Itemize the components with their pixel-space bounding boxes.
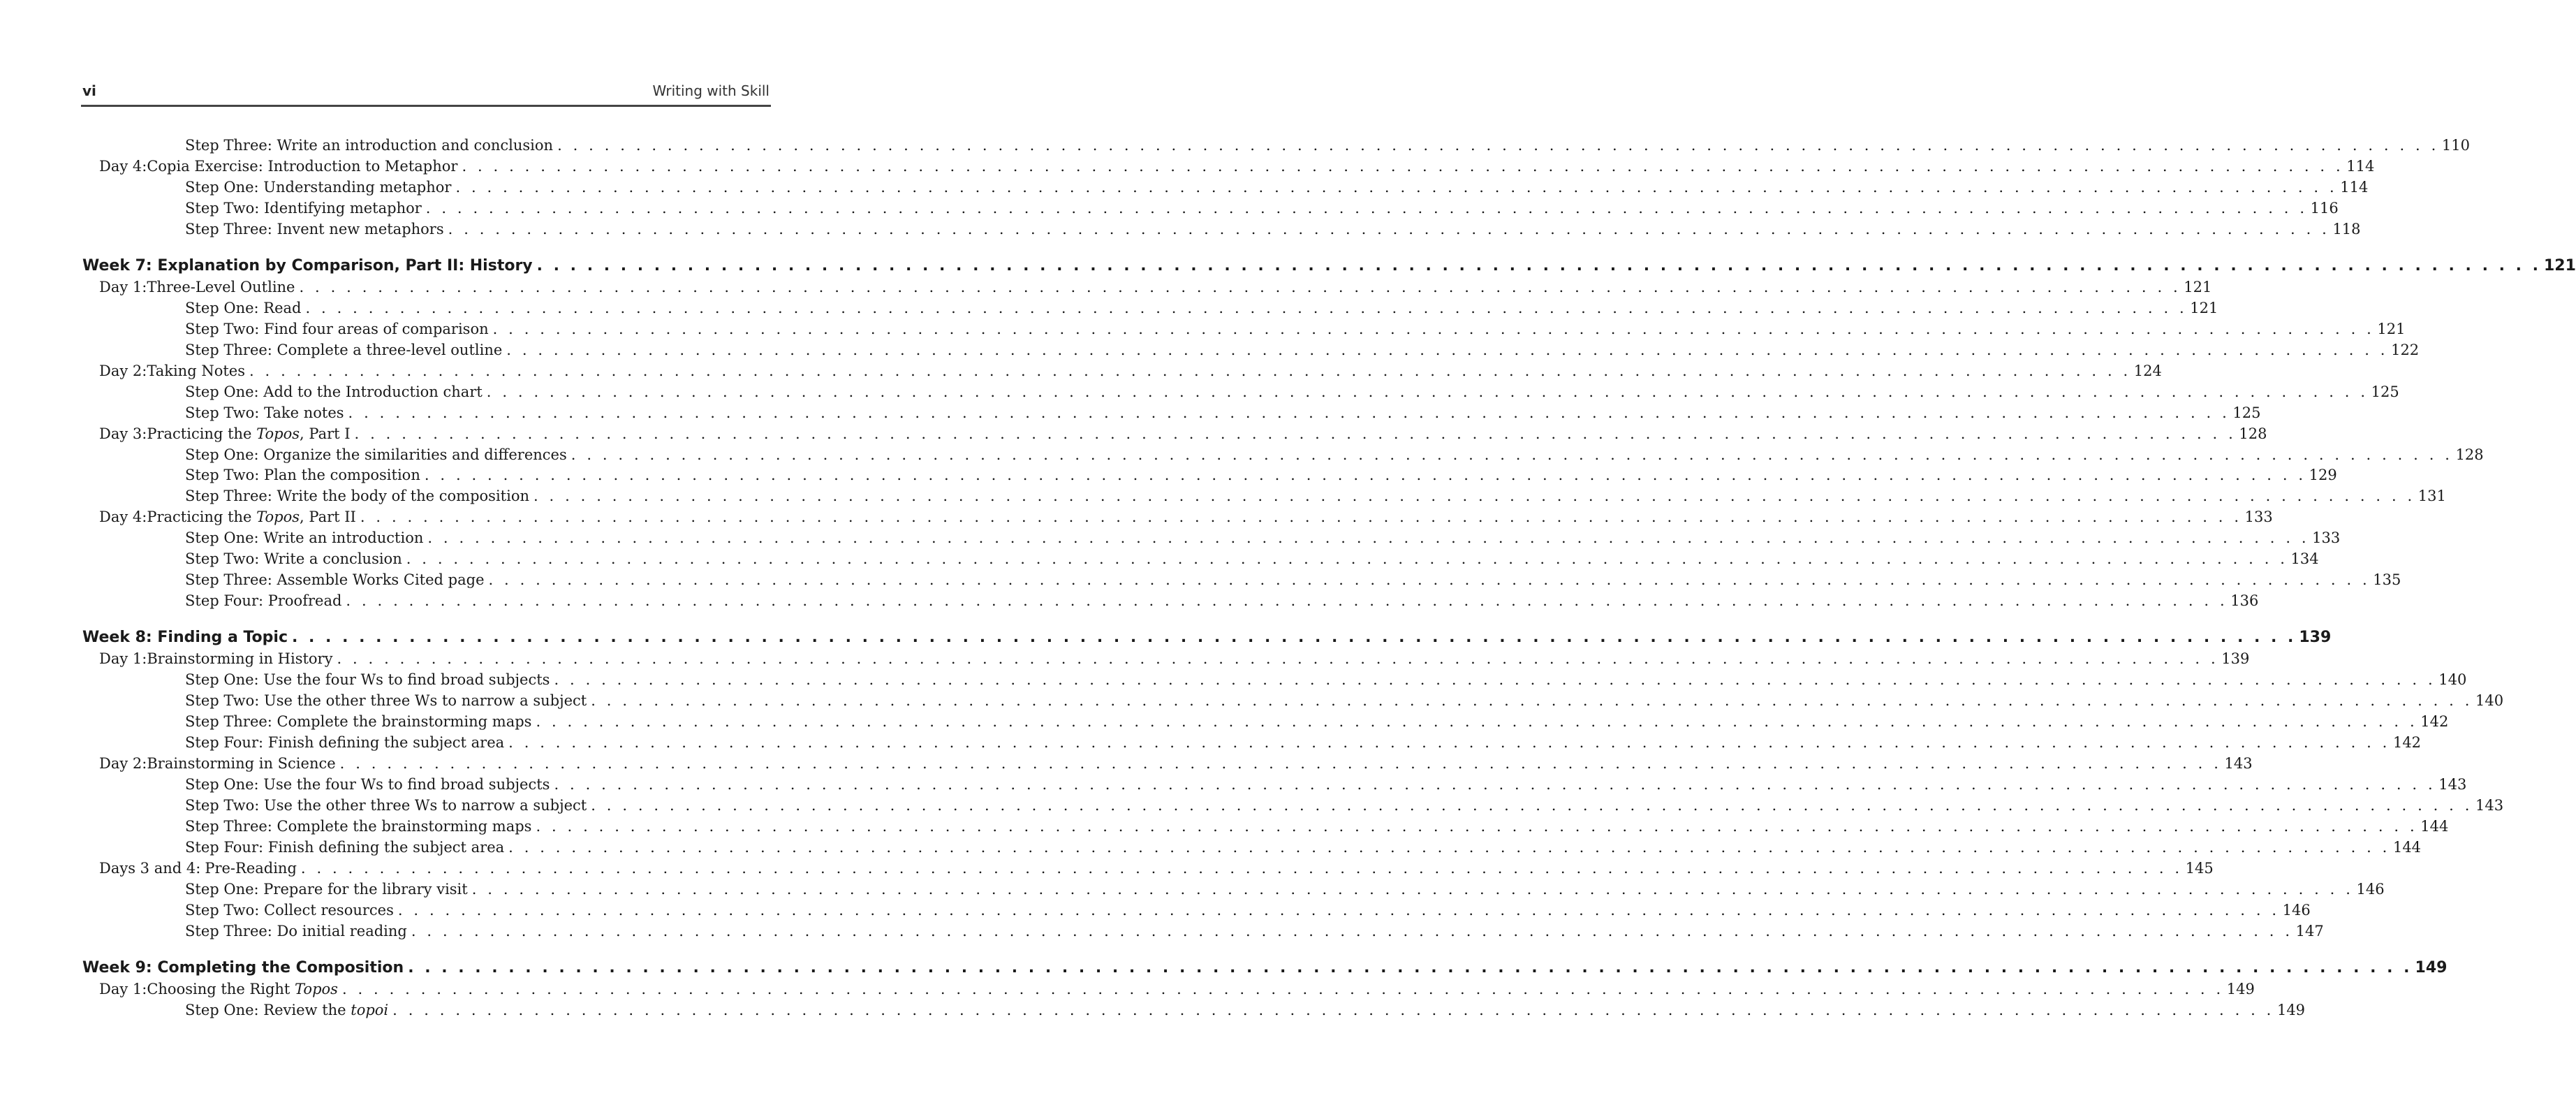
- title-part: , Part II: [300, 509, 356, 525]
- toc-page-number: 139: [2221, 650, 2250, 667]
- toc-step-entry: [185, 179, 2369, 196]
- leader-dots: . . . . . . . . . . . . . . . . . . . . . . . . . . . . . . . . . . . . . . . . . . . . . . . . . . . . . . . . . . . . . . . . . . . . . . . . . . . . . . . . . . . . . . . . . . . . . . . . . . . . . . . . . . . . . . . . . . . . . . . .: [455, 179, 2338, 196]
- leader-dots: . . . . . . . . . . . . . . . . . . . . . . . . . . . . . . . . . . . . . . . . . . . . . . . . . . . . . . . . . . . . . . . . . . . . . . . . . . . . . . . . . . . . . . . . . . . . . . . . . . . . . . . . . . . . . . . . . . . . . . . .: [408, 959, 2413, 977]
- toc-day-entry: [99, 755, 2253, 772]
- leader-dots: . . . . . . . . . . . . . . . . . . . . . . . . . . . . . . . . . . . . . . . . . . . . . . . . . . . . . . . . . . . . . . . . . . . . . . . . . . . . . . . . . . . . . . . . . . . . . . . . . . . . . . . . . . . . . . . . . . . . . . . .: [557, 137, 2439, 154]
- toc-entry-title: [147, 981, 338, 997]
- toc-entry-title: Step Three: Complete a three-level outline: [185, 342, 503, 358]
- leader-dots: . . . . . . . . . . . . . . . . . . . . . . . . . . . . . . . . . . . . . . . . . . . . . . . . . . . . . . . . . . . . . . . . . . . . . . . . . . . . . . . . . . . . . . . . . . . . . . . . . . . . . . . . . . . . . . . . . . . . . . . .: [533, 488, 2415, 504]
- toc-entry-title: Brainstorming in History: [147, 650, 333, 667]
- toc-page-number: 144: [2420, 818, 2449, 835]
- leader-dots: . . . . . . . . . . . . . . . . . . . . . . . . . . . . . . . . . . . . . . . . . . . . . . . . . . . . . . . . . . . . . . . . . . . . . . . . . . . . . . . . . . . . . . . . . . . . . . . . . . . . . . . . . . . . . . . . . . . . . . . .: [448, 221, 2330, 237]
- toc-page-number: 143: [2475, 797, 2504, 814]
- toc-page-number: 149: [2415, 959, 2448, 977]
- toc-step-entry: [185, 1002, 2306, 1018]
- leader-dots: . . . . . . . . . . . . . . . . . . . . . . . . . . . . . . . . . . . . . . . . . . . . . . . . . . . . . . . . . . . . . . . . . . . . . . . . . . . . . . . . . . . . . . . . . . . . . . . . . . . . . . . . . . . . . . . . . . . . . . . .: [554, 776, 2436, 793]
- leader-dots: . . . . . . . . . . . . . . . . . . . . . . . . . . . . . . . . . . . . . . . . . . . . . . . . . . . . . . . . . . . . . . . . . . . . . . . . . . . . . . . . . . . . . . . . . . . . . . . . . . . . . . . . . . . . . . . . . . . . . . . .: [462, 158, 2344, 175]
- leader-dots: . . . . . . . . . . . . . . . . . . . . . . . . . . . . . . . . . . . . . . . . . . . . . . . . . . . . . . . . . . . . . . . . . . . . . . . . . . . . . . . . . . . . . . . . . . . . . . . . . . . . . . . . . . . . . . . . . . . . . . . .: [249, 363, 2131, 379]
- toc-day-entry: [99, 158, 2375, 175]
- toc-step-entry: [185, 383, 2399, 400]
- leader-dots: . . . . . . . . . . . . . . . . . . . . . . . . . . . . . . . . . . . . . . . . . . . . . . . . . . . . . . . . . . . . . . . . . . . . . . . . . . . . . . . . . . . . . . . . . . . . . . . . . . . . . . . . . . . . . . . . . . . . . . . .: [339, 755, 2222, 772]
- leader-dots: . . . . . . . . . . . . . . . . . . . . . . . . . . . . . . . . . . . . . . . . . . . . . . . . . . . . . . . . . . . . . . . . . . . . . . . . . . . . . . . . . . . . . . . . . . . . . . . . . . . . . . . . . . . . . . . . . . . . . . . .: [427, 529, 2310, 546]
- toc-entry-title: Week 9: Completing the Composition: [82, 959, 404, 977]
- toc-page-number: 110: [2441, 137, 2470, 154]
- toc-page-number: 122: [2391, 342, 2420, 358]
- title-part: Practicing the: [147, 509, 257, 525]
- toc-entry-title: [185, 1002, 388, 1018]
- toc-step-entry: [185, 221, 2361, 237]
- toc-entry-title: Step Three: Invent new metaphors: [185, 221, 444, 237]
- toc-step-entry: [185, 488, 2446, 504]
- toc-entry-title: Step Four: Proofread: [185, 592, 342, 609]
- toc-page-number: 140: [2475, 692, 2504, 709]
- toc-page-number: 142: [2420, 713, 2449, 730]
- toc-step-entry: [185, 734, 2422, 751]
- toc-page-number: 124: [2133, 363, 2162, 379]
- toc-entry-title: Step Three: Assemble Works Cited page: [185, 571, 485, 588]
- title-italic-part: Topos: [256, 509, 300, 525]
- title-italic-part: Topos: [256, 425, 300, 442]
- toc-entry-title: Step One: Write an introduction: [185, 529, 424, 546]
- toc-entry-title: Step Three: Complete the brainstorming maps: [185, 818, 532, 835]
- leader-dots: . . . . . . . . . . . . . . . . . . . . . . . . . . . . . . . . . . . . . . . . . . . . . . . . . . . . . . . . . . . . . . . . . . . . . . . . . . . . . . . . . . . . . . . . . . . . . . . . . . . . . . . . . . . . . . . . . . . . . . . .: [536, 713, 2418, 730]
- toc-step-entry: [185, 797, 2504, 814]
- toc-entry-title: Step Two: Take notes: [185, 404, 344, 421]
- toc-day-entry: [99, 425, 2267, 442]
- toc-step-entry: [185, 300, 2218, 316]
- toc-step-entry: [185, 881, 2385, 898]
- leader-dots: . . . . . . . . . . . . . . . . . . . . . . . . . . . . . . . . . . . . . . . . . . . . . . . . . . . . . . . . . . . . . . . . . . . . . . . . . . . . . . . . . . . . . . . . . . . . . . . . . . . . . . . . . . . . . . . . . . . . . . . .: [348, 404, 2230, 421]
- toc-entry-title: Pre-Reading: [205, 860, 297, 877]
- toc-page-number: 121: [2184, 279, 2212, 295]
- toc-entry-title: Step One: Understanding metaphor: [185, 179, 452, 196]
- toc-entry-title: Step Two: Use the other three Ws to narrow a subject: [185, 797, 587, 814]
- toc-page-number: 136: [2230, 592, 2259, 609]
- leader-dots: . . . . . . . . . . . . . . . . . . . . . . . . . . . . . . . . . . . . . . . . . . . . . . . . . . . . . . . . . . . . . . . . . . . . . . . . . . . . . . . . . . . . . . . . . . . . . . . . . . . . . . . . . . . . . . . . . . . . . . . .: [300, 860, 2183, 877]
- toc-entry-title: Step Two: Find four areas of comparison: [185, 321, 489, 337]
- toc-day-entry: [99, 650, 2250, 667]
- leader-dots: . . . . . . . . . . . . . . . . . . . . . . . . . . . . . . . . . . . . . . . . . . . . . . . . . . . . . . . . . . . . . . . . . . . . . . . . . . . . . . . . . . . . . . . . . . . . . . . . . . . . . . . . . . . . . . . . . . . . . . . .: [346, 592, 2228, 609]
- toc-entry-title: Step Two: Use the other three Ws to narrow a subject: [185, 692, 587, 709]
- toc-page-number: 121: [2543, 257, 2576, 275]
- leader-dots: . . . . . . . . . . . . . . . . . . . . . . . . . . . . . . . . . . . . . . . . . . . . . . . . . . . . . . . . . . . . . . . . . . . . . . . . . . . . . . . . . . . . . . . . . . . . . . . . . . . . . . . . . . . . . . . . . . . . . . . .: [506, 342, 2389, 358]
- toc-page-number: 140: [2438, 671, 2467, 688]
- toc-step-entry: [185, 342, 2420, 358]
- title-italic-part: topoi: [351, 1002, 389, 1018]
- toc-step-entry: [185, 713, 2449, 730]
- toc-entry-title: Three-Level Outline: [147, 279, 295, 295]
- toc-entry-title: Step One: Read: [185, 300, 302, 316]
- toc-entry-title: Week 8: Finding a Topic: [82, 629, 288, 646]
- leader-dots: . . . . . . . . . . . . . . . . . . . . . . . . . . . . . . . . . . . . . . . . . . . . . . . . . . . . . . . . . . . . . . . . . . . . . . . . . . . . . . . . . . . . . . . . . . . . . . . . . . . . . . . . . . . . . . . . . . . . . . . .: [591, 797, 2473, 814]
- toc-entry-title: Step Three: Write an introduction and conclusion: [185, 137, 554, 154]
- toc-day-entry: [99, 981, 2255, 997]
- toc-step-entry: [185, 137, 2470, 154]
- leader-dots: . . . . . . . . . . . . . . . . . . . . . . . . . . . . . . . . . . . . . . . . . . . . . . . . . . . . . . . . . . . . . . . . . . . . . . . . . . . . . . . . . . . . . . . . . . . . . . . . . . . . . . . . . . . . . . . . . . . . . . . .: [411, 923, 2293, 939]
- leader-dots: . . . . . . . . . . . . . . . . . . . . . . . . . . . . . . . . . . . . . . . . . . . . . . . . . . . . . . . . . . . . . . . . . . . . . . . . . . . . . . . . . . . . . . . . . . . . . . . . . . . . . . . . . . . . . . . . . . . . . . . .: [397, 902, 2280, 919]
- toc-step-entry: [185, 776, 2467, 793]
- title-part: Step One: Review the: [185, 1002, 351, 1018]
- leader-dots: . . . . . . . . . . . . . . . . . . . . . . . . . . . . . . . . . . . . . . . . . . . . . . . . . . . . . . . . . . . . . . . . . . . . . . . . . . . . . . . . . . . . . . . . . . . . . . . . . . . . . . . . . . . . . . . . . . . . . . . .: [554, 671, 2436, 688]
- leader-dots: . . . . . . . . . . . . . . . . . . . . . . . . . . . . . . . . . . . . . . . . . . . . . . . . . . . . . . . . . . . . . . . . . . . . . . . . . . . . . . . . . . . . . . . . . . . . . . . . . . . . . . . . . . . . . . . . . . . . . . . .: [341, 981, 2224, 997]
- toc-week-entry: [82, 257, 2576, 275]
- toc-entry-title: Step One: Prepare for the library visit: [185, 881, 468, 898]
- toc-page-number: 125: [2371, 383, 2399, 400]
- leader-dots: . . . . . . . . . . . . . . . . . . . . . . . . . . . . . . . . . . . . . . . . . . . . . . . . . . . . . . . . . . . . . . . . . . . . . . . . . . . . . . . . . . . . . . . . . . . . . . . . . . . . . . . . . . . . . . . . . . . . . . . .: [292, 629, 2297, 646]
- toc-step-entry: [185, 550, 2319, 567]
- leader-dots: . . . . . . . . . . . . . . . . . . . . . . . . . . . . . . . . . . . . . . . . . . . . . . . . . . . . . . . . . . . . . . . . . . . . . . . . . . . . . . . . . . . . . . . . . . . . . . . . . . . . . . . . . . . . . . . . . . . . . . . .: [354, 425, 2237, 442]
- toc-entry-title: Step Four: Finish defining the subject area: [185, 734, 505, 751]
- leader-dots: . . . . . . . . . . . . . . . . . . . . . . . . . . . . . . . . . . . . . . . . . . . . . . . . . . . . . . . . . . . . . . . . . . . . . . . . . . . . . . . . . . . . . . . . . . . . . . . . . . . . . . . . . . . . . . . . . . . . . . . .: [488, 571, 2371, 588]
- toc-step-entry: [185, 529, 2341, 546]
- toc-entry-title: Step Two: Identifying metaphor: [185, 200, 422, 217]
- toc-entry-title: Brainstorming in Science: [147, 755, 336, 772]
- toc-page-number: 116: [2310, 200, 2339, 217]
- day-label: Day 1:: [99, 981, 147, 997]
- leader-dots: . . . . . . . . . . . . . . . . . . . . . . . . . . . . . . . . . . . . . . . . . . . . . . . . . . . . . . . . . . . . . . . . . . . . . . . . . . . . . . . . . . . . . . . . . . . . . . . . . . . . . . . . . . . . . . . . . . . . . . . .: [536, 818, 2418, 835]
- title-part: Choosing the Right: [147, 981, 295, 997]
- day-label: Day 4:: [99, 509, 147, 525]
- toc-entry-title: [147, 509, 356, 525]
- leader-dots: . . . . . . . . . . . . . . . . . . . . . . . . . . . . . . . . . . . . . . . . . . . . . . . . . . . . . . . . . . . . . . . . . . . . . . . . . . . . . . . . . . . . . . . . . . . . . . . . . . . . . . . . . . . . . . . . . . . . . . . .: [337, 650, 2219, 667]
- day-label: Day 4:: [99, 158, 147, 175]
- toc-step-entry: [185, 592, 2259, 609]
- leader-dots: . . . . . . . . . . . . . . . . . . . . . . . . . . . . . . . . . . . . . . . . . . . . . . . . . . . . . . . . . . . . . . . . . . . . . . . . . . . . . . . . . . . . . . . . . . . . . . . . . . . . . . . . . . . . . . . . . . . . . . . .: [471, 881, 2354, 898]
- title-part: , Part I: [300, 425, 351, 442]
- leader-dots: . . . . . . . . . . . . . . . . . . . . . . . . . . . . . . . . . . . . . . . . . . . . . . . . . . . . . . . . . . . . . . . . . . . . . . . . . . . . . . . . . . . . . . . . . . . . . . . . . . . . . . . . . . . . . . . . . . . . . . . .: [360, 509, 2242, 525]
- toc-page-number: 142: [2392, 734, 2422, 751]
- toc-day-entry: [99, 279, 2212, 295]
- day-label: Day 1:: [99, 650, 147, 667]
- toc-week-entry: [82, 959, 2448, 977]
- toc-step-entry: [185, 467, 2337, 483]
- leader-dots: . . . . . . . . . . . . . . . . . . . . . . . . . . . . . . . . . . . . . . . . . . . . . . . . . . . . . . . . . . . . . . . . . . . . . . . . . . . . . . . . . . . . . . . . . . . . . . . . . . . . . . . . . . . . . . . . . . . . . . . .: [305, 300, 2188, 316]
- toc-page-number: 118: [2332, 221, 2361, 237]
- leader-dots: . . . . . . . . . . . . . . . . . . . . . . . . . . . . . . . . . . . . . . . . . . . . . . . . . . . . . . . . . . . . . . . . . . . . . . . . . . . . . . . . . . . . . . . . . . . . . . . . . . . . . . . . . . . . . . . . . . . . . . . .: [392, 1002, 2274, 1018]
- toc-page-number: 129: [2309, 467, 2337, 483]
- toc-page-number: 143: [2224, 755, 2253, 772]
- toc-step-entry: [185, 818, 2449, 835]
- toc-page-number: 114: [2346, 158, 2375, 175]
- leader-dots: . . . . . . . . . . . . . . . . . . . . . . . . . . . . . . . . . . . . . . . . . . . . . . . . . . . . . . . . . . . . . . . . . . . . . . . . . . . . . . . . . . . . . . . . . . . . . . . . . . . . . . . . . . . . . . . . . . . . . . . .: [508, 734, 2390, 751]
- toc-page-number: 144: [2392, 839, 2422, 856]
- toc-day-entry: [99, 363, 2162, 379]
- title-part: Practicing the: [147, 425, 257, 442]
- toc-step-entry: [185, 839, 2422, 856]
- book-title: Writing with Skill: [652, 82, 770, 99]
- toc-entry-title: Step Three: Complete the brainstorming maps: [185, 713, 532, 730]
- toc-page-number: 135: [2373, 571, 2401, 588]
- title-italic-part: Topos: [295, 981, 338, 997]
- toc-entry-title: Step Two: Plan the composition: [185, 467, 420, 483]
- leader-dots: . . . . . . . . . . . . . . . . . . . . . . . . . . . . . . . . . . . . . . . . . . . . . . . . . . . . . . . . . . . . . . . . . . . . . . . . . . . . . . . . . . . . . . . . . . . . . . . . . . . . . . . . . . . . . . . . . . . . . . . .: [299, 279, 2181, 295]
- page-number: vi: [82, 82, 96, 99]
- toc-page-number: 121: [2190, 300, 2218, 316]
- leader-dots: . . . . . . . . . . . . . . . . . . . . . . . . . . . . . . . . . . . . . . . . . . . . . . . . . . . . . . . . . . . . . . . . . . . . . . . . . . . . . . . . . . . . . . . . . . . . . . . . . . . . . . . . . . . . . . . . . . . . . . . .: [508, 839, 2390, 856]
- toc-page-number: 149: [2276, 1002, 2306, 1018]
- toc-step-entry: [185, 321, 2406, 337]
- toc-page-number: 143: [2438, 776, 2467, 793]
- leader-dots: . . . . . . . . . . . . . . . . . . . . . . . . . . . . . . . . . . . . . . . . . . . . . . . . . . . . . . . . . . . . . . . . . . . . . . . . . . . . . . . . . . . . . . . . . . . . . . . . . . . . . . . . . . . . . . . . . . . . . . . .: [571, 446, 2453, 463]
- toc-page-number: 147: [2295, 923, 2324, 939]
- leader-dots: . . . . . . . . . . . . . . . . . . . . . . . . . . . . . . . . . . . . . . . . . . . . . . . . . . . . . . . . . . . . . . . . . . . . . . . . . . . . . . . . . . . . . . . . . . . . . . . . . . . . . . . . . . . . . . . . . . . . . . . .: [536, 257, 2541, 275]
- toc-step-entry: [185, 404, 2261, 421]
- toc-page-number: 133: [2312, 529, 2341, 546]
- toc-step-entry: [185, 671, 2467, 688]
- toc-step-entry: [185, 200, 2339, 217]
- toc-page-number: 114: [2340, 179, 2369, 196]
- toc-entry-title: Step Four: Finish defining the subject area: [185, 839, 505, 856]
- toc-page-number: 145: [2185, 860, 2214, 877]
- toc-entry-title: Taking Notes: [147, 363, 245, 379]
- toc-step-entry: [185, 902, 2311, 919]
- toc-entry-title: Week 7: Explanation by Comparison, Part II: History: [82, 257, 533, 275]
- toc-page-number: 134: [2290, 550, 2319, 567]
- toc-entry-title: Step One: Add to the Introduction chart: [185, 383, 483, 400]
- leader-dots: . . . . . . . . . . . . . . . . . . . . . . . . . . . . . . . . . . . . . . . . . . . . . . . . . . . . . . . . . . . . . . . . . . . . . . . . . . . . . . . . . . . . . . . . . . . . . . . . . . . . . . . . . . . . . . . . . . . . . . . .: [591, 692, 2473, 709]
- toc-entry-title: [147, 425, 350, 442]
- toc-page-number: 128: [2455, 446, 2484, 463]
- day-label: Day 1:: [99, 279, 147, 295]
- toc-day-entry: [99, 509, 2273, 525]
- toc-page-number: 146: [2282, 902, 2311, 919]
- toc-entry-title: Step Three: Write the body of the composition: [185, 488, 529, 504]
- toc-entry-title: Step One: Use the four Ws to find broad subjects: [185, 671, 550, 688]
- leader-dots: . . . . . . . . . . . . . . . . . . . . . . . . . . . . . . . . . . . . . . . . . . . . . . . . . . . . . . . . . . . . . . . . . . . . . . . . . . . . . . . . . . . . . . . . . . . . . . . . . . . . . . . . . . . . . . . . . . . . . . . .: [406, 550, 2288, 567]
- toc-page-number: 128: [2239, 425, 2267, 442]
- toc-entry-title: Step One: Use the four Ws to find broad subjects: [185, 776, 550, 793]
- day-label: Day 2:: [99, 755, 147, 772]
- toc-page-number: 131: [2417, 488, 2446, 504]
- toc-week-entry: [82, 629, 2332, 646]
- leader-dots: . . . . . . . . . . . . . . . . . . . . . . . . . . . . . . . . . . . . . . . . . . . . . . . . . . . . . . . . . . . . . . . . . . . . . . . . . . . . . . . . . . . . . . . . . . . . . . . . . . . . . . . . . . . . . . . . . . . . . . . .: [492, 321, 2375, 337]
- leader-dots: . . . . . . . . . . . . . . . . . . . . . . . . . . . . . . . . . . . . . . . . . . . . . . . . . . . . . . . . . . . . . . . . . . . . . . . . . . . . . . . . . . . . . . . . . . . . . . . . . . . . . . . . . . . . . . . . . . . . . . . .: [425, 200, 2308, 217]
- toc-entry-title: Step Two: Collect resources: [185, 902, 394, 919]
- toc-day-entry: [99, 860, 2214, 877]
- toc-step-entry: [185, 571, 2401, 588]
- leader-dots: . . . . . . . . . . . . . . . . . . . . . . . . . . . . . . . . . . . . . . . . . . . . . . . . . . . . . . . . . . . . . . . . . . . . . . . . . . . . . . . . . . . . . . . . . . . . . . . . . . . . . . . . . . . . . . . . . . . . . . . .: [486, 383, 2369, 400]
- toc-page-number: 139: [2299, 629, 2332, 646]
- toc-page-number: 125: [2232, 404, 2261, 421]
- toc-page-number: 146: [2356, 881, 2385, 898]
- toc-entry-title: Step One: Organize the similarities and differences: [185, 446, 567, 463]
- toc-page-number: 149: [2226, 981, 2255, 997]
- toc-entry-title: Copia Exercise: Introduction to Metaphor: [147, 158, 458, 175]
- day-label: Day 3:: [99, 425, 147, 442]
- toc-page-number: 121: [2377, 321, 2406, 337]
- day-label: Days 3 and 4:: [99, 860, 201, 877]
- day-label: Day 2:: [99, 363, 147, 379]
- toc-entry-title: Step Three: Do initial reading: [185, 923, 407, 939]
- toc-entry-title: Step Two: Write a conclusion: [185, 550, 402, 567]
- toc-step-entry: [185, 446, 2484, 463]
- toc-step-entry: [185, 923, 2324, 939]
- leader-dots: . . . . . . . . . . . . . . . . . . . . . . . . . . . . . . . . . . . . . . . . . . . . . . . . . . . . . . . . . . . . . . . . . . . . . . . . . . . . . . . . . . . . . . . . . . . . . . . . . . . . . . . . . . . . . . . . . . . . . . . .: [424, 467, 2306, 483]
- toc-step-entry: [185, 692, 2504, 709]
- toc-page-number: 133: [2244, 509, 2273, 525]
